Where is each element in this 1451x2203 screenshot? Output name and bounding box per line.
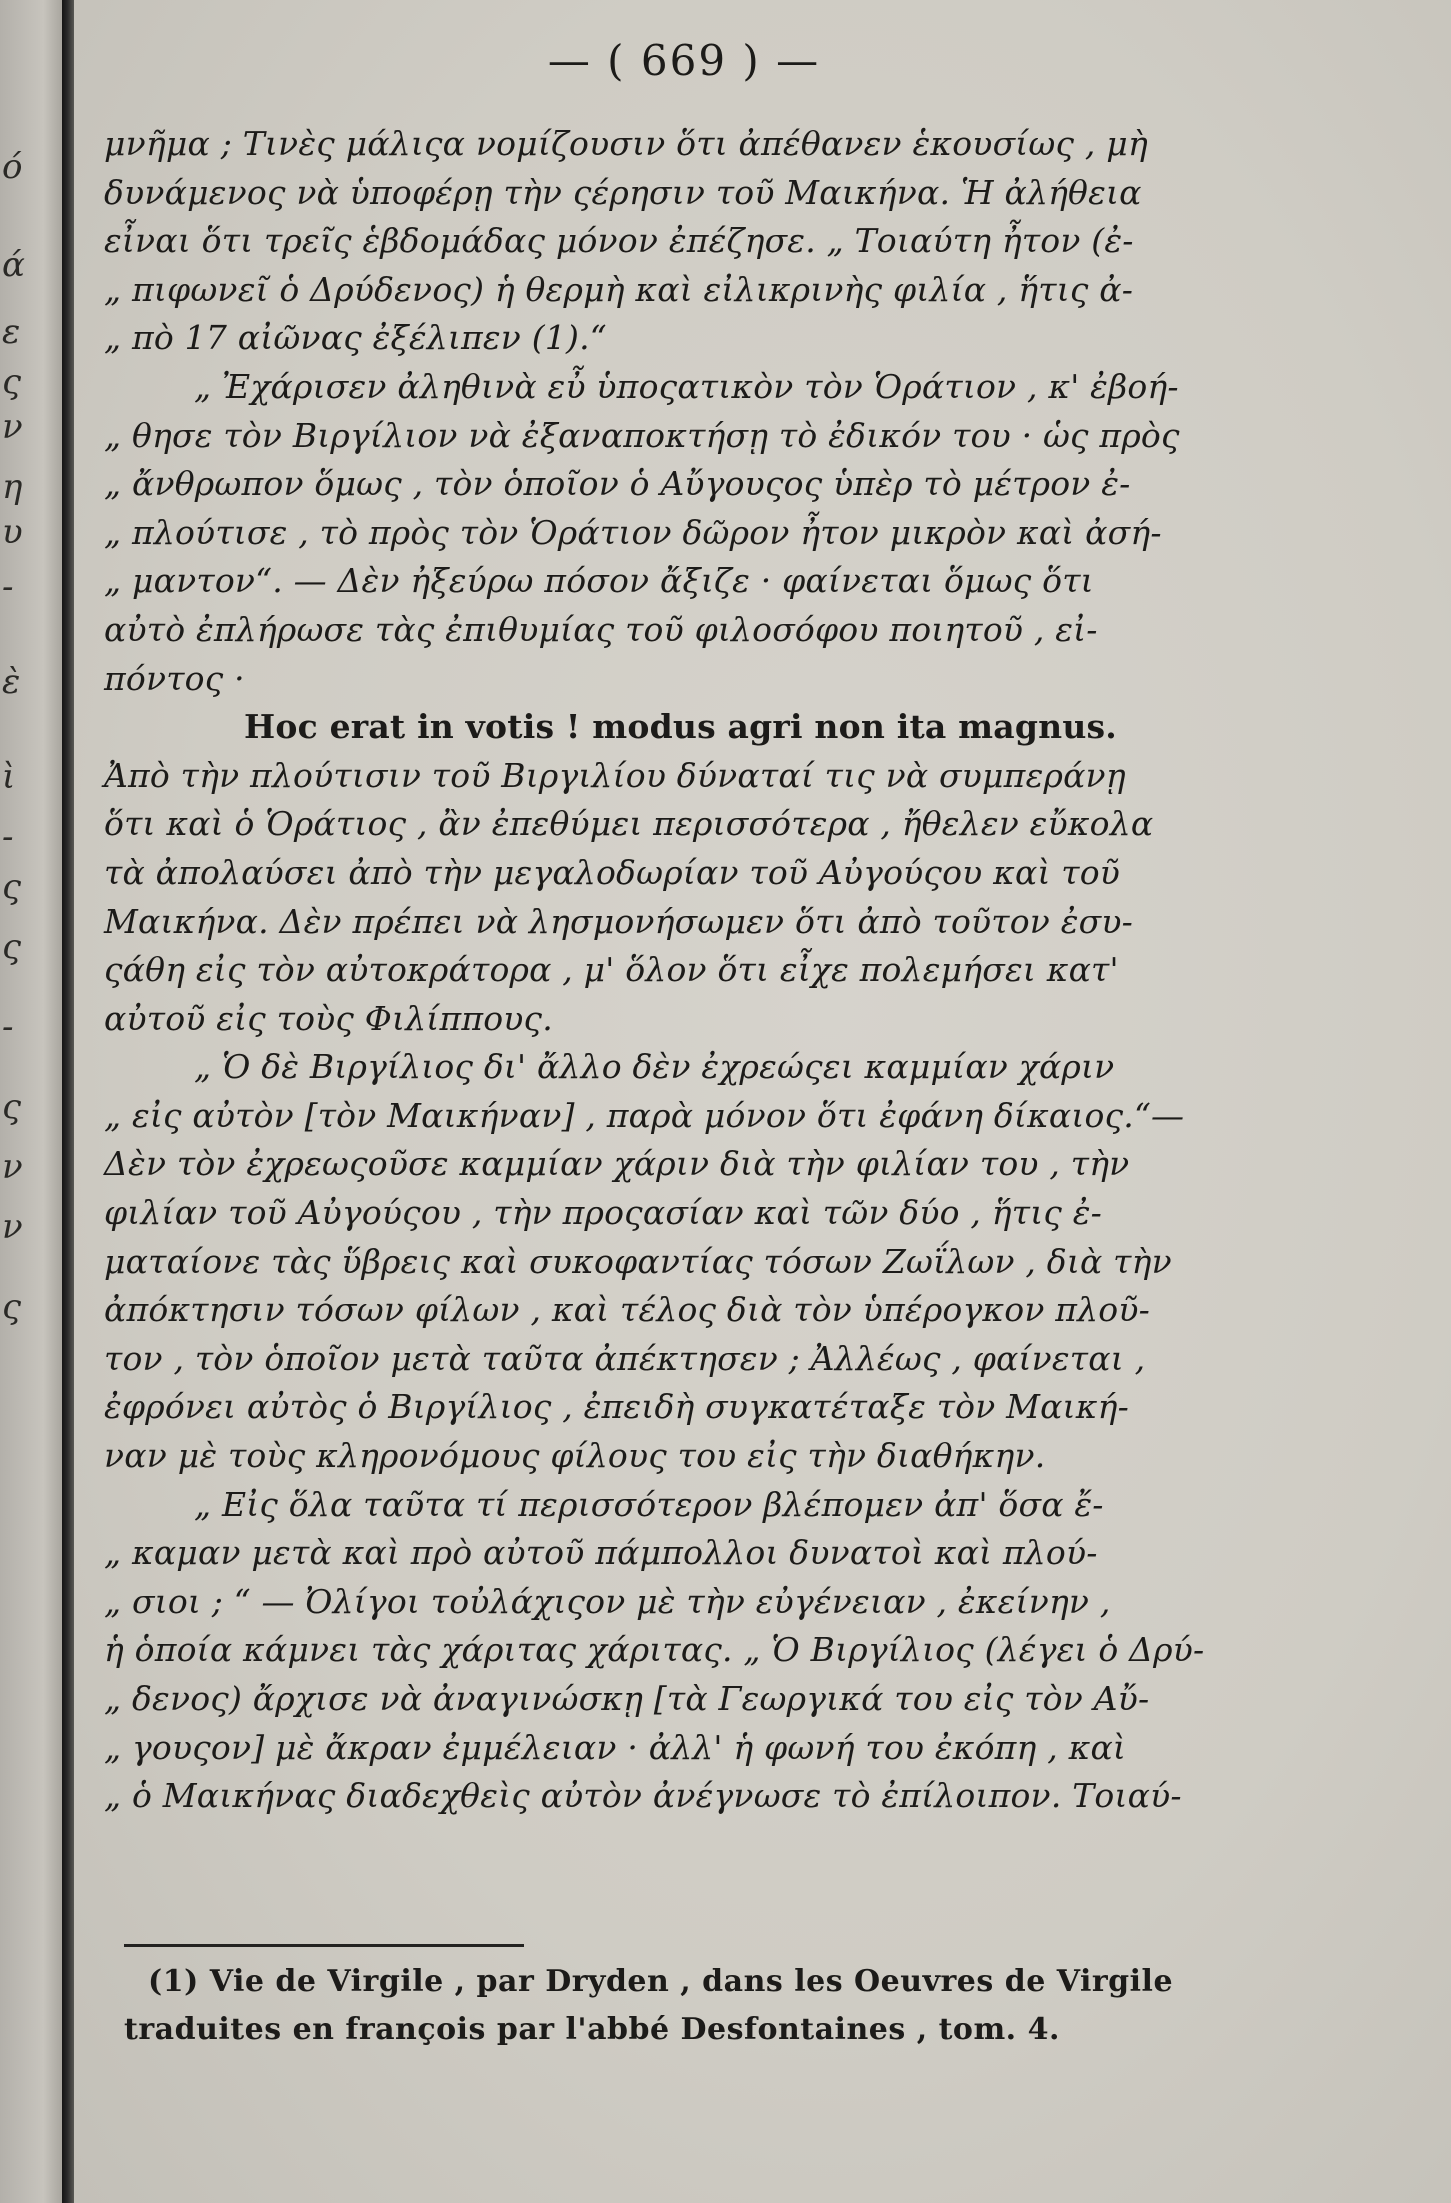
body-text: [104, 120, 1304, 1821]
fragment-glyph: -: [2, 567, 14, 607]
text-line: ςάθη εἰς τὸν αὐτοκράτορα , μ' ὅλον ὅτι εἶχε πολεμήσει κατ': [104, 950, 1119, 990]
text-line: „ ὁ Μαικήνας διαδεχθεὶς αὐτὸν ἀνέγνωσε τὸ ἐπίλοιπον. Τοιαύ-: [104, 1776, 1182, 1816]
text-line: μνῆμα ; Τινὲς μάλιςα νομίζουσιν ὅτι ἀπέθανεν ἑκουσίως , μὴ: [104, 124, 1148, 163]
text-line: „ ἄνθρωπον ὅμως , τὸν ὁποῖον ὁ Αὔγουςος ὑπὲρ τὸ μέτρον ἐ-: [104, 464, 1131, 504]
fragment-glyph: ς: [2, 362, 22, 402]
fragment-glyph: ε: [2, 312, 21, 352]
text-line: „ πιφωνεῖ ὁ Δρύδενος) ἡ θερμὴ καὶ εἰλικρινὴς φιλία , ἥτις ἀ-: [104, 269, 1134, 309]
text-line: τον , τὸν ὁποῖον μετὰ ταῦτα ἀπέκτησεν ; Ἀλλέως , φαίνεται ,: [104, 1338, 1146, 1378]
text-line: Μαικήνα. Δὲν πρέπει νὰ λησμονήσωμεν ὅτι ἀπὸ τοῦτον ἐσυ-: [104, 901, 1133, 941]
text-line: „ πὸ 17 αἰῶνας ἐξέλιπεν (1).“: [104, 318, 607, 358]
fragment-glyph: ς: [2, 1287, 22, 1327]
text-line: ματαίονε τὰς ὕβρεις καὶ συκοφαντίας τόσων Ζωΐλων , διὰ τὴν: [104, 1241, 1172, 1281]
adjacent-page-fragment: [0, 0, 62, 2203]
text-line: φιλίαν τοῦ Αὐγούςου , τὴν προςασίαν καὶ τῶν δύο , ἥτις ἐ-: [104, 1193, 1102, 1233]
text-line: Ἀπὸ τὴν πλούτισιν τοῦ Βιργιλίου δύναταί τις νὰ συμπεράνῃ: [104, 755, 1126, 795]
text-line: αὐτοῦ εἰς τοὺς Φιλίππους.: [104, 998, 553, 1038]
page-number-header: — ( 669 ) —: [547, 36, 821, 85]
footnote-line: (1) Vie de Virgile , par Dryden , dans les Oeuvres de Virgile: [148, 1964, 1174, 1999]
text-line: Hoc erat in votis ! modus agri non ita magnus.: [244, 707, 1117, 747]
fragment-glyph: ν: [2, 1147, 23, 1187]
fragment-glyph: -: [2, 817, 14, 857]
book-page: [74, 0, 1451, 2203]
text-line: Δὲν τὸν ἐχρεωςοῦσε καμμίαν χάριν διὰ τὴν φιλίαν του , τὴν: [104, 1144, 1130, 1184]
text-line: „ εἰς αὐτὸν [τὸν Μαικήναν] , παρὰ μόνον ὅτι ἐφάνη δίκαιος.“—: [104, 1095, 1185, 1135]
text-line: εἶναι ὅτι τρεῖς ἑβδομάδας μόνον ἐπέζησε. „ Τοιαύτη ἦτον (ἐ-: [104, 221, 1134, 261]
text-line: ὅτι καὶ ὁ Ὁράτιος , ἂν ἐπεθύμει περισσότερα , ἤθελεν εὔκολα: [104, 804, 1154, 844]
fragment-glyph: ς: [2, 867, 22, 907]
fragment-glyph: ς: [2, 1087, 22, 1127]
text-line: „ γουςον] μὲ ἄκραν ἐμμέλειαν · ἀλλ' ἡ φωνή του ἐκόπη , καὶ: [104, 1727, 1127, 1767]
text-line: „ μαντον“. — Δὲν ἠξεύρω πόσον ἄξιζε · φαίνεται ὅμως ὅτι: [104, 561, 1094, 601]
fragment-glyph: ς: [2, 927, 22, 967]
text-line: ναν μὲ τοὺς κληρονόμους φίλους του εἰς τὴν διαθήκην.: [104, 1436, 1046, 1476]
fragment-glyph: ὲ: [2, 662, 21, 702]
fragment-glyph: ά: [2, 245, 25, 285]
text-line: αὐτὸ ἐπλήρωσε τὰς ἐπιθυμίας τοῦ φιλοσόφου ποιητοῦ , εἰ-: [104, 609, 1098, 649]
fragment-glyph: υ: [2, 512, 23, 552]
text-line: „ δενος) ἄρχισε νὰ ἀναγινώσκῃ [τὰ Γεωργικά του εἰς τὸν Αὔ-: [104, 1679, 1150, 1718]
fragment-glyph: -: [2, 1007, 14, 1047]
footnote-line: traduites en françois par l'abbé Desfontaines , tom. 4.: [124, 2012, 1060, 2047]
text-line: ἐφρόνει αὐτὸς ὁ Βιργίλιος , ἐπειδὴ συγκατέταξε τὸν Μαική-: [104, 1387, 1129, 1427]
footnote-rule: [124, 1944, 524, 1947]
text-line: πόντος ·: [104, 658, 245, 698]
fragment-glyph: ὶ: [2, 757, 16, 797]
fragment-glyph: ν: [2, 1207, 23, 1247]
footnote: [124, 1958, 1304, 2054]
text-line: „ Ὁ δὲ Βιργίλιος δι' ἄλλο δὲν ἐχρεώςει καμμίαν χάριν: [194, 1047, 1115, 1087]
book-gutter: [62, 0, 74, 2203]
fragment-glyph: ό: [2, 147, 23, 187]
text-line: „ Εἰς ὅλα ταῦτα τί περισσότερον βλέπομεν ἀπ' ὅσα ἔ-: [194, 1484, 1104, 1524]
text-line: „ καμαν μετὰ καὶ πρὸ αὐτοῦ πάμπολλοι δυνατοὶ καὶ πλού-: [104, 1533, 1098, 1573]
text-line: ἡ ὁποία κάμνει τὰς χάριτας χάριτας. „ Ὁ Βιργίλιος (λέγει ὁ Δρύ-: [104, 1630, 1205, 1670]
text-line: „ πλούτισε , τὸ πρὸς τὸν Ὁράτιον δῶρον ἦτον μικρὸν καὶ ἀσή-: [104, 512, 1162, 552]
text-line: ἀπόκτησιν τόσων φίλων , καὶ τέλος διὰ τὸν ὑπέρογκον πλοῦ-: [104, 1290, 1150, 1330]
text-line: „ θησε τὸν Βιργίλιον νὰ ἐξαναποκτήσῃ τὸ ἐδικόν του · ὡς πρὸς: [104, 415, 1180, 455]
text-line: τὰ ἀπολαύσει ἀπὸ τὴν μεγαλοδωρίαν τοῦ Αὐγούςου καὶ τοῦ: [104, 852, 1121, 892]
text-line: „ Ἐχάρισεν ἀληθινὰ εὖ ὑποςατικὸν τὸν Ὁράτιον , κ' ἐβοή-: [194, 366, 1179, 406]
fragment-glyph: η: [2, 467, 23, 507]
text-line: δυνάμενος νὰ ὑποφέρῃ τὴν ςέρησιν τοῦ Μαικήνα. Ἡ ἀλήθεια: [104, 172, 1142, 212]
text-line: „ σιοι ; “ — Ὀλίγοι τοὐλάχιςον μὲ τὴν εὐγένειαν , ἐκείνην ,: [104, 1581, 1111, 1621]
fragment-glyph: ν: [2, 407, 23, 447]
